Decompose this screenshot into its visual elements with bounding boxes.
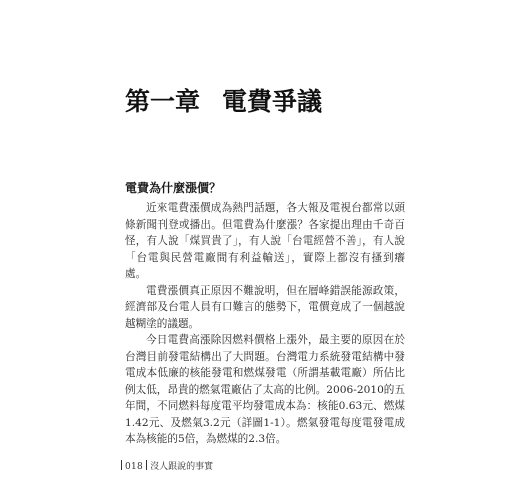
page-number: 018 xyxy=(125,462,144,472)
page-footer xyxy=(118,460,213,474)
section-heading: 電費為什麼漲價？ xyxy=(125,181,222,195)
footer-divider-left xyxy=(121,460,122,470)
chapter-number-label: 第一章 xyxy=(125,87,201,116)
body-text xyxy=(125,200,405,448)
footer-divider-right xyxy=(146,460,147,470)
paragraph-2: 電費漲價真正原因不難說明，但在層峰錯誤能源政策，經濟部及台電人員有口難言的態勢下，電價竟成了一個越說越糊塗的議題。 xyxy=(125,284,405,330)
paragraph-1: 近來電費漲價成為熱門話題，各大報及電視台都常以頭條新聞刊登或播出。但電費為什麼漲？各家提出理由千奇百怪，有人說「煤買貴了」，有人說「台電經營不善」，有人說「台電與民營電廠間有利益輸送」，實際上都沒有搔到癢處。 xyxy=(125,202,405,280)
chapter-title xyxy=(125,84,322,120)
paragraph-3: 今日電費高漲除因燃料價格上漲外，最主要的原因在於台灣目前發電結構出了大問題。台灣電力系統發電結構中發電成本低廉的核能發電和燃煤發電（所謂基載電廠）所佔比例太低，昂貴的燃氣電廠佔了太高的比例。2006-2010的五年間，不同燃料每度電平均發電成本為：核能0.63元、燃煤1.42元、及燃氣3.2元（詳圖1-1）。燃氣發電每度電發電成本為核能的5倍，為燃煤的2.3倍。 xyxy=(125,334,405,445)
chapter-name: 電費爭議 xyxy=(222,87,323,116)
running-book-title: 沒人跟說的事實 xyxy=(150,462,214,472)
